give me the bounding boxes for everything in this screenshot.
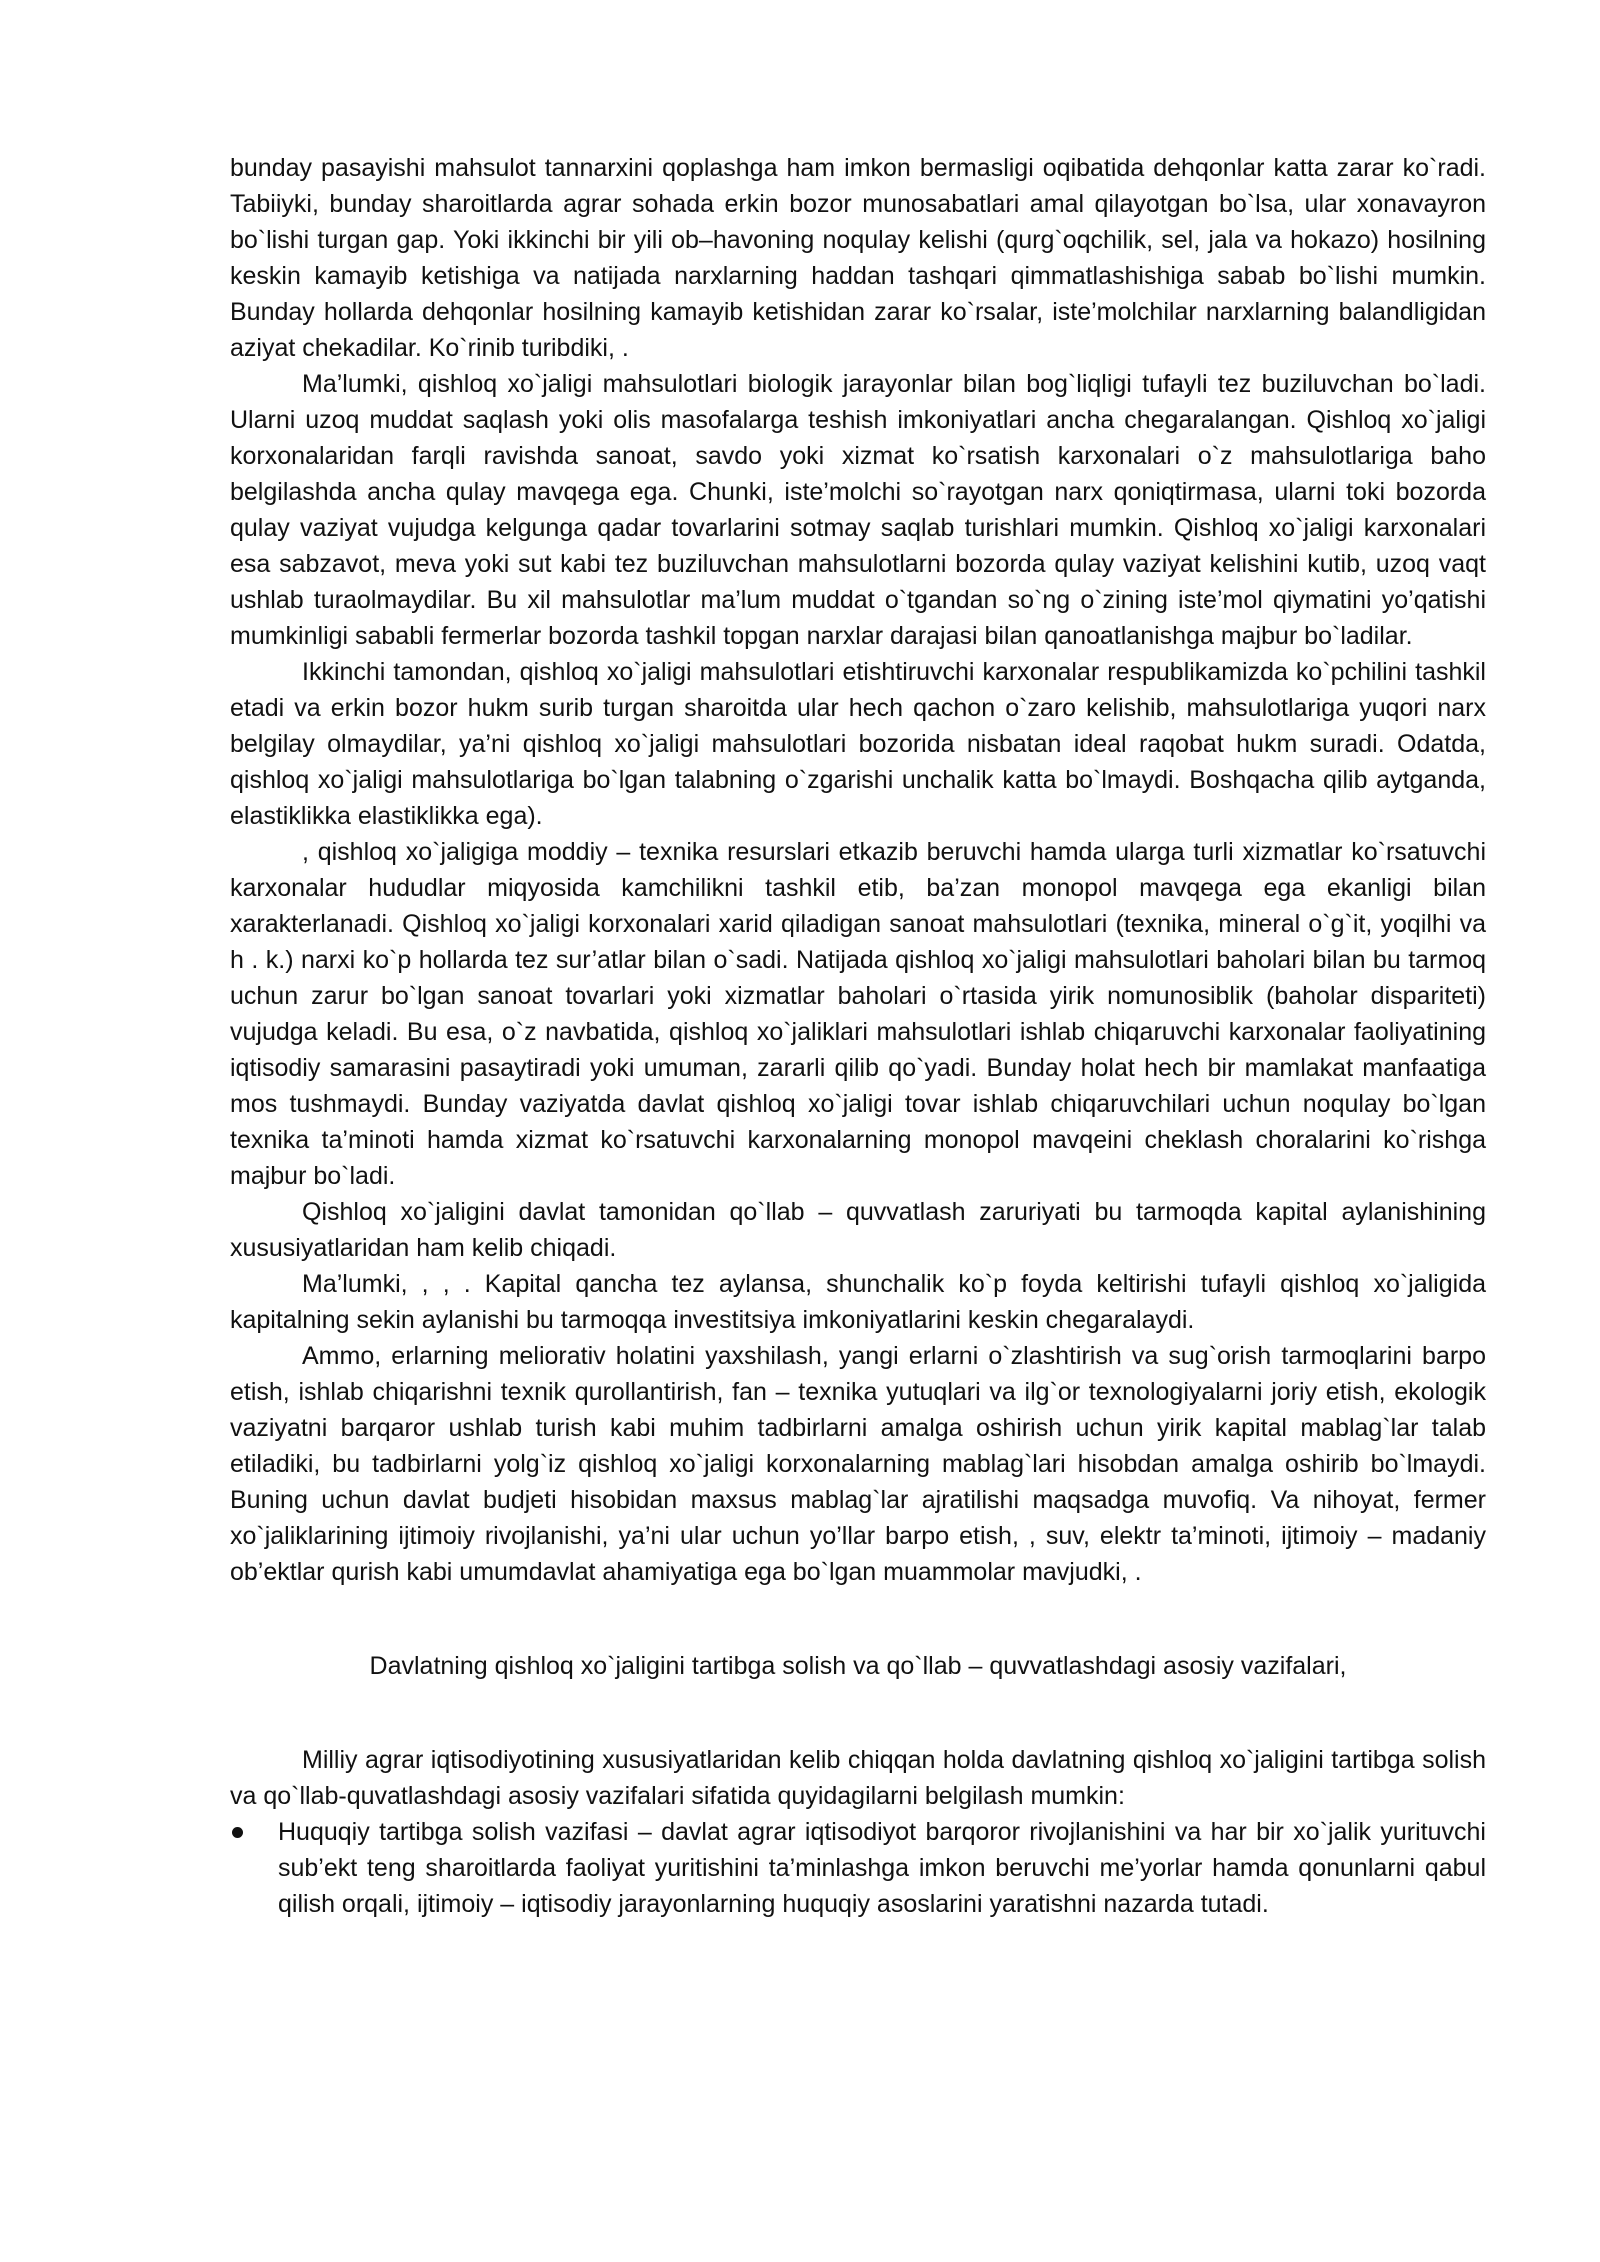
list-item — [230, 1814, 1486, 1922]
list-item-text: Huquqiy tartibga solish vazifasi – davlat agrar iqtisodiyot barqoror rivojlanishini va har bir xo`jalik yurituvchi sub’ekt teng sharoitlarda faoliyat yuritishini ta’minlashga imkon beruvchi me’yorlar hamda qonunlarni qabul qilish orqali, ijtimoiy – iqtisodiy jarayonlarning huquqiy asoslarini yaratishni nazarda tutadi. — [278, 1818, 1486, 1918]
paragraph: Milliy agrar iqtisodiyotining xususiyatlaridan kelib chiqqan holda davlatning qishloq xo`jaligini tartibga solish va qo`llab-quvatlashdagi asosiy vazifalari sifatida quyidagilarni belgilash mumkin: — [230, 1746, 1486, 1810]
paragraph: , qishloq xo`jaligiga moddiy – texnika resurslari etkazib beruvchi hamda ularga turli xizmatlar ko`rsatuvchi karxonalar hududlar miqyosida kamchilikni tashkil etib, ba’zan monopol mavqega ega ekanligi bilan xarakterlanadi. Qishloq xo`jaligi korxonalari xarid qiladigan sanoat mahsulotlari (texnika, mineral o`g`it, yoqilhi va h . k.) narxi ko`p hollarda tez sur’atlar bilan o`sadi. Natijada qishloq xo`jaligi mahsulotlari baholari bilan bu tarmoq uchun zarur bo`lgan sanoat tovarlari yoki xizmatlar baholari o`rtasida yirik nomunosiblik (baholar dispariteti) vujudga keladi. Bu esa, o`z navbatida, qishloq xo`jaliklari mahsulotlari ishlab chiqaruvchi karxonalar faoliyatining iqtisodiy samarasini pasaytiradi yoki umuman, zararli qilib qo`yadi. Bunday holat hech bir mamlakat manfaatiga mos tushmaydi. Bunday vaziyatda davlat qishloq xo`jaligi tovar ishlab chiqaruvchilari uchun noqulay bo`lgan texnika ta’minoti hamda xizmat ko`rsatuvchi karxonalarning monopol mavqeini cheklash choralarini ko`rishga majbur bo`ladi. — [230, 838, 1486, 1190]
bullet-list — [230, 1814, 1486, 1922]
paragraph: Ma’lumki, qishloq xo`jaligi mahsulotlari biologik jarayonlar bilan bog`liqligi tufayli tez buziluvchan bo`ladi. Ularni uzoq muddat saqlash yoki olis masofalarga teshish imkoniyatlari ancha chegaralangan. Qishloq xo`jaligi korxonalaridan farqli ravishda sanoat, savdo yoki xizmat ko`rsatish karxonalari o`z mahsulotlariga baho belgilashda ancha qulay mavqega ega. Chunki, iste’molchi so`rayotgan narx qoniqtirmasa, ularni toki bozorda qulay vaziyat vujudga kelgunga qadar tovarlarini sotmay saqlab turishlari mumkin. Qishloq xo`jaligi karxonalari esa sabzavot, meva yoki sut kabi tez buziluvchan mahsulotlarni bozorda qulay vaziyat kelishini kutib, uzoq vaqt ushlab turaolmaydilar. Bu xil mahsulotlar ma’lum muddat o`tgandan so`ng o`zining iste’mol qiymatini yo’qatishi mumkinligi sababli fermerlar bozorda tashkil topgan narxlar darajasi bilan qanoatlanishga majbur bo`ladilar. — [230, 370, 1486, 650]
document-page — [230, 150, 1486, 1922]
paragraph: Ma’lumki, , , . Kapital qancha tez aylansa, shunchalik ko`p foyda keltirishi tufayli qishloq xo`jaligida kapitalning sekin aylanishi bu tarmoqqa investitsiya imkoniyatlarini keskin chegaralaydi. — [230, 1270, 1486, 1334]
paragraph: Qishloq xo`jaligini davlat tamonidan qo`llab – quvvatlash zaruriyati bu tarmoqda kapital aylanishining xususiyatlaridan ham kelib chiqadi. — [230, 1198, 1486, 1262]
paragraph: bunday pasayishi mahsulot tannarxini qoplashga ham imkon bermasligi oqibatida dehqonlar katta zarar ko`radi. Tabiiyki, bunday sharoitlarda agrar sohada erkin bozor munosabatlari amal qilayotgan bo`lsa, ular xonavayron bo`lishi turgan gap. Yoki ikkinchi bir yili ob–havoning noqulay kelishi (qurg`oqchilik, sel, jala va hokazo) hosilning keskin kamayib ketishiga va natijada narxlarning haddan tashqari qimmatlashishiga sabab bo`lishi mumkin. Bunday hollarda dehqonlar hosilning kamayib ketishidan zarar ko`rsalar, iste’molchilar narxlarning balandligidan aziyat chekadilar. Ko`rinib turibdiki, . — [230, 154, 1486, 362]
paragraph: Ammo, erlarning meliorativ holatini yaxshilash, yangi erlarni o`zlashtirish va sug`orish tarmoqlarini barpo etish, ishlab chiqarishni texnik qurollantirish, fan – texnika yutuqlari va ilg`or texnologiyalarni joriy etish, ekologik vaziyatni barqaror ushlab turish kabi muhim tadbirlarni amalga oshirish uchun yirik kapital mablag`lar talab etiladiki, bu tadbirlarni yolg`iz qishloq xo`jaligi korxonalarning mablag`lari hisobdan amalga oshirib bo`lmaydi. Buning uchun davlat budjeti hisobidan maxsus mablag`lar ajratilishi maqsadga muvofiq. Va nihoyat, fermer xo`jaliklarining ijtimoiy rivojlanishi, ya’ni ular uchun yo’llar barpo etish, , suv, elektr ta’minoti, ijtimoiy – madaniy ob’ektlar qurish kabi umumdavlat ahamiyatiga ega bo`lgan muammolar mavjudki, . — [230, 1342, 1486, 1586]
bullet-icon — [232, 1827, 243, 1838]
paragraph: Ikkinchi tamondan, qishloq xo`jaligi mahsulotlari etishtiruvchi karxonalar respublikamizda ko`pchilini tashkil etadi va erkin bozor hukm surib turgan sharoitda ular hech qachon o`zaro kelishib, mahsulotlariga yuqori narx belgilay olmaydilar, ya’ni qishloq xo`jaligi mahsulotlari bozorida nisbatan ideal raqobat hukm suradi. Odatda, qishloq xo`jaligi mahsulotlariga bo`lgan talabning o`zgarishi unchalik katta bo`lmaydi. Boshqacha qilib aytganda, elastiklikka elastiklikka ega). — [230, 658, 1486, 830]
section-heading: Davlatning qishloq xo`jaligini tartibga solish va qo`llab – quvvatlashdagi asosiy vazifalari, — [369, 1652, 1347, 1680]
